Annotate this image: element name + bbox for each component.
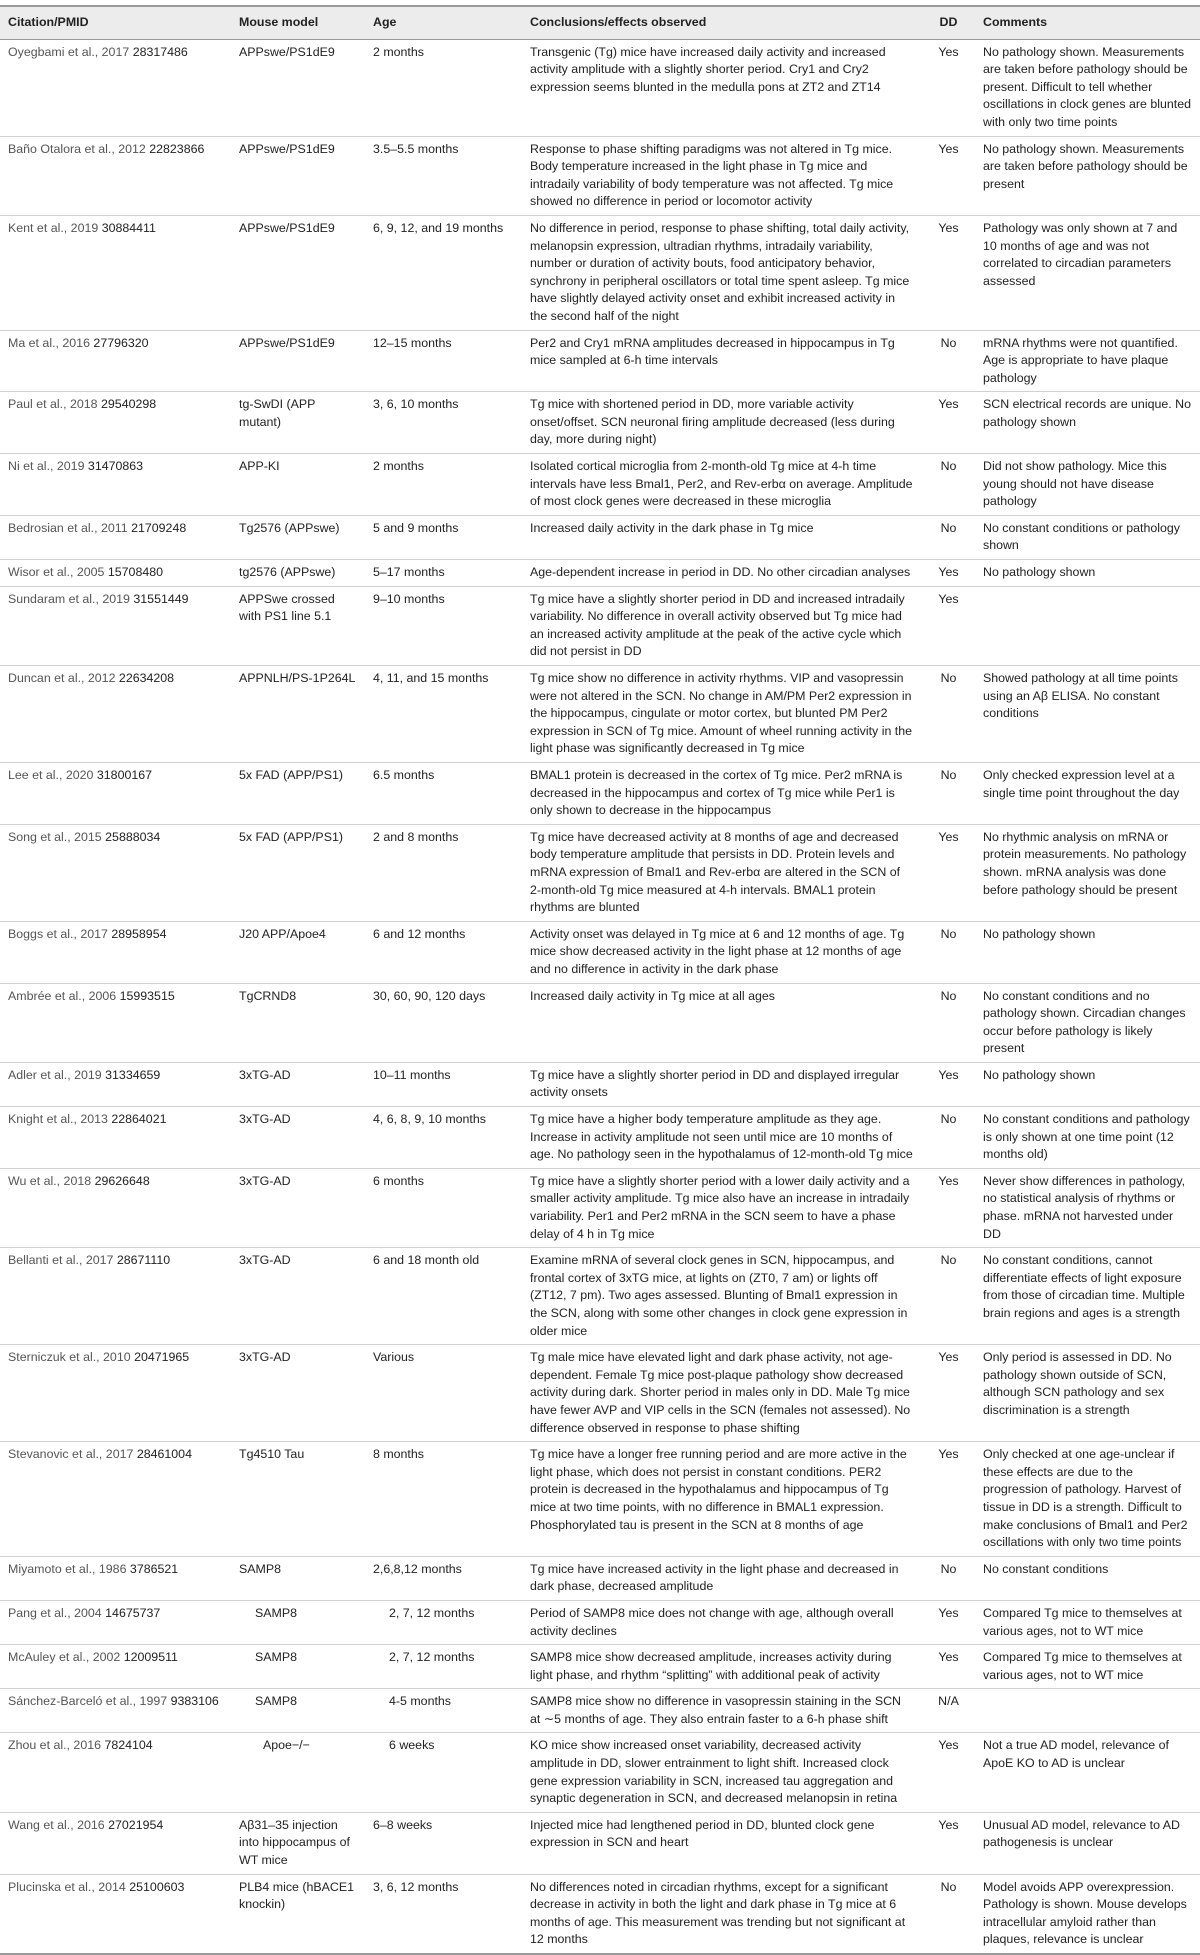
age-cell: 3, 6, 10 months (373, 397, 459, 412)
citation-cell (0, 1345, 231, 1442)
table-container (0, 5, 1200, 1955)
citation-cell (0, 1645, 231, 1689)
citation-text: Song et al., 2015 (8, 829, 102, 844)
model-cell: 3xTG-AD (239, 1112, 291, 1127)
pmid-text: 28671110 (116, 1253, 171, 1268)
citation-text: Plucinska et al., 2014 (8, 1879, 126, 1894)
table-row (0, 215, 1200, 330)
conclusions-cell: Tg mice show no difference in activity rhythms. VIP and vasopressin were not altered in the SCN. No change in AM/PM Per2 expression in the hippocampus, cingulate or motor cortex, but blunted PM Per2 expression in SCN of Tg mice. Amount of wheel running activity in the light phase was significantly decreased in Tg mice (530, 671, 913, 756)
table-row (0, 1733, 1200, 1812)
conclusions-cell: Increased daily activity in Tg mice at all ages (530, 988, 775, 1003)
pmid-text: 31334659 (105, 1067, 161, 1082)
conclusions-cell: Examine mRNA of several clock genes in SCN, hippocampus, and frontal cortex of 3xTG mice, at lights on (ZT0, 7 am) or lights off (ZT12, 7 pm). Two ages assessed. Blunting of Bmal1 expression in the SCN, along with some other changes in clock gene expression in older mice (530, 1253, 908, 1338)
conclusions-cell: No difference in period, response to phase shifting, total daily activity, melanopsin expression, ultradian rhythms, intradaily variability, number or duration of activity bouts, food anticipatory behavior, synchrony in peripheral oscillators or total time spent asleep. Tg mice have slightly delayed activity onset and exhibit increased activity in the second half of the night (530, 220, 910, 323)
table-row (0, 1248, 1200, 1345)
dd-cell: Yes (938, 1650, 959, 1665)
table-row (0, 1600, 1200, 1644)
citation-cell (0, 586, 231, 665)
comments-cell: No constant conditions, cannot differentiate effects of light exposure from those of circadian time. Multiple brain regions and ages is a strength (983, 1253, 1185, 1320)
conclusions-cell: SAMP8 mice show decreased amplitude, increases activity during light phase, and rhythm “splitting” with additional peak of activity (530, 1650, 892, 1682)
age-cell: 4, 11, and 15 months (373, 671, 489, 685)
citation-cell (0, 39, 231, 136)
comments-cell: Showed pathology at all time points using an Aβ ELISA. No constant conditions (983, 671, 1178, 721)
dd-cell: Yes (938, 1350, 959, 1365)
comments-cell: Model avoids APP overexpression. Pathology is shown. Mouse develops intracellular amyloid rather than plaques, relevance is unclear (983, 1879, 1187, 1947)
dd-cell: Yes (938, 1173, 959, 1188)
comments-cell: Pathology was only shown at 7 and 10 months of age and was not correlated to circadian parameters assessed (983, 220, 1178, 288)
conclusions-cell: Activity onset was delayed in Tg mice at 6 and 12 months of age. Tg mice show decreased activity in the light phase at 12 months of age and no difference in activity in the dark phase (530, 926, 905, 976)
citation-cell (0, 666, 231, 763)
dd-cell: Yes (938, 591, 959, 606)
pmid-text: 27796320 (93, 335, 149, 350)
header-age: Age (373, 15, 397, 29)
age-cell: 2 and 8 months (373, 829, 459, 844)
model-cell: 3xTG-AD (239, 1067, 291, 1082)
citation-cell (0, 1168, 231, 1247)
citation-text: Knight et al., 2013 (8, 1112, 108, 1127)
citation-cell (0, 560, 231, 587)
comments-cell: Did not show pathology. Mice this young should not have disease pathology (983, 459, 1167, 509)
citation-text: Sánchez-Barceló et al., 1997 (8, 1694, 168, 1709)
model-cell: APPNLH/PS-1P264L (239, 671, 356, 685)
table-row (0, 515, 1200, 559)
age-cell: 2,6,8,12 months (373, 1561, 462, 1576)
table-row (0, 983, 1200, 1062)
citation-cell (0, 515, 231, 559)
conclusions-cell: Tg mice have a slightly shorter period in DD and displayed irregular activity onsets (530, 1067, 900, 1100)
model-cell: APPSwe crossed with PS1 line 5.1 (239, 591, 335, 624)
citation-text: Miyamoto et al., 1986 (8, 1561, 127, 1576)
pmid-text: 7824104 (104, 1738, 153, 1753)
citation-cell (0, 1062, 231, 1106)
dd-cell: No (940, 459, 957, 474)
model-cell: 3xTG-AD (239, 1253, 291, 1268)
citation-cell (0, 454, 231, 516)
conclusions-cell: No differences noted in circadian rhythms, except for a significant decrease in activity in both the light and dark phase in Tg mice at 6 months of age. This measurement was trending but not significant at 12 months (530, 1879, 906, 1947)
table-row (0, 762, 1200, 824)
dd-cell: No (940, 1879, 957, 1894)
pmid-text: 30884411 (101, 220, 156, 235)
age-cell: 6.5 months (373, 767, 435, 782)
age-cell: 3, 6, 12 months (373, 1879, 459, 1894)
citation-text: Bellanti et al., 2017 (8, 1253, 114, 1268)
citation-text: Wu et al., 2018 (8, 1173, 92, 1188)
pmid-text: 31800167 (96, 767, 153, 782)
header-model: Mouse model (239, 15, 319, 29)
comments-cell: Compared Tg mice to themselves at various ages, not to WT mice (983, 1605, 1182, 1638)
comments-cell: Unusual AD model, relevance to AD pathogenesis is unclear (983, 1817, 1180, 1850)
pmid-text: 15708480 (107, 565, 164, 580)
comments-cell: mRNA rhythms were not quantified. Age is appropriate to have plaque pathology (983, 335, 1178, 385)
conclusions-cell: Isolated cortical microglia from 2-month-old Tg mice at 4-h time intervals have less Bmal1, Per2, and Rev-erbα on average. Amplitude of most clock genes were decreased in these microglia (530, 459, 913, 509)
pmid-text: 21709248 (131, 520, 187, 535)
citation-text: Wang et al., 2016 (8, 1817, 105, 1832)
conclusions-cell: Tg mice have increased activity in the light phase and decreased in dark phase, decreased amplitude (530, 1561, 899, 1594)
dd-cell: N/A (938, 1694, 959, 1709)
comments-cell: No pathology shown (983, 1067, 1096, 1082)
pmid-text: 12009511 (123, 1650, 178, 1665)
model-cell: PLB4 mice (hBACE1 knockin) (239, 1879, 355, 1912)
citation-text: Adler et al., 2019 (8, 1067, 102, 1082)
table-row (0, 586, 1200, 665)
model-cell: SAMP8 (255, 1694, 298, 1709)
model-cell: APPswe/PS1dE9 (239, 44, 335, 59)
citation-cell (0, 1689, 231, 1733)
age-cell: 4-5 months (389, 1694, 451, 1709)
age-cell: 5 and 9 months (373, 520, 459, 535)
model-cell: SAMP8 (239, 1561, 282, 1576)
pmid-text: 29540298 (101, 397, 157, 412)
conclusions-cell: Age-dependent increase in period in DD. No other circadian analyses (530, 565, 911, 580)
model-cell: APPswe/PS1dE9 (239, 220, 335, 235)
citation-cell (0, 1248, 231, 1345)
comments-cell: No pathology shown (983, 926, 1096, 941)
table-row (0, 666, 1200, 763)
table-row (0, 921, 1200, 983)
age-cell: 2, 7, 12 months (389, 1605, 475, 1620)
model-cell: APP-KI (239, 459, 280, 474)
citation-cell (0, 762, 231, 824)
header-row (0, 6, 1200, 39)
dd-cell: No (940, 335, 957, 350)
dd-cell: No (940, 1112, 957, 1127)
pmid-text: 25888034 (105, 829, 161, 844)
comments-cell: No constant conditions and pathology is only shown at one time point (12 months old) (983, 1112, 1190, 1162)
age-cell: 4, 6, 8, 9, 10 months (373, 1112, 486, 1127)
table-row (0, 1556, 1200, 1600)
pmid-text: 28958954 (111, 926, 167, 941)
model-cell: J20 APP/Apoe4 (239, 926, 326, 941)
model-cell: Tg4510 Tau (239, 1447, 305, 1462)
age-cell: Various (373, 1350, 415, 1365)
comments-cell: No constant conditions or pathology shown (983, 520, 1180, 553)
pmid-text: 20471965 (134, 1350, 190, 1365)
pmid-text: 22634208 (118, 671, 175, 685)
citation-text: Pang et al., 2004 (8, 1605, 102, 1620)
citation-cell (0, 330, 231, 392)
pmid-text: 15993515 (119, 988, 175, 1003)
header-dd: DD (939, 15, 958, 29)
comments-cell: Only checked expression level at a single time point throughout the day (983, 767, 1180, 800)
pmid-text: 28461004 (136, 1447, 192, 1462)
age-cell: 2 months (373, 44, 424, 59)
model-cell: Aβ31–35 injection into hippocampus of WT mice (239, 1817, 350, 1868)
pmid-text: 9383106 (170, 1694, 219, 1709)
citation-text: Sterniczuk et al., 2010 (8, 1350, 131, 1365)
citation-text: Zhou et al., 2016 (8, 1738, 101, 1753)
conclusions-cell: Tg mice have a higher body temperature amplitude as they age. Increase in activity amplitude not seen until mice are 10 months of age. No pathology seen in the hypothalamus of 12-month-old Tg mice (530, 1112, 913, 1162)
table-row (0, 560, 1200, 587)
conclusions-cell: Tg mice have a longer free running period and are more active in the light phase, which does not persist in constant conditions. PER2 protein is decreased in the hypothalamus and hippocampus of Tg mice at two time points, with no difference in BMAL1 expression. Phosphorylated tau is present in the SCN at 8 months of age (530, 1447, 907, 1532)
citation-text: Paul et al., 2018 (8, 397, 98, 412)
age-cell: 6, 9, 12, and 19 months (373, 220, 504, 235)
comments-cell: Not a true AD model, relevance of ApoE KO to AD is unclear (983, 1738, 1169, 1771)
conclusions-cell: Period of SAMP8 mice does not change with age, although overall activity declines (530, 1605, 894, 1638)
table-row (0, 454, 1200, 516)
citation-cell (0, 1556, 231, 1600)
dd-cell: Yes (938, 829, 959, 844)
citation-cell (0, 1733, 231, 1812)
comments-cell: SCN electrical records are unique. No pathology shown (983, 397, 1191, 429)
table-row (0, 824, 1200, 921)
dd-cell: Yes (938, 220, 959, 235)
citation-cell (0, 1874, 231, 1954)
table-row (0, 392, 1200, 454)
table-row (0, 136, 1200, 215)
pmid-text: 27021954 (108, 1817, 164, 1832)
citation-cell (0, 1812, 231, 1874)
table-row (0, 1062, 1200, 1106)
citation-text: Kent et al., 2019 (8, 220, 99, 235)
citation-text: Ambrée et al., 2006 (8, 988, 117, 1003)
dd-cell: Yes (938, 1817, 959, 1832)
header-conclusions: Conclusions/effects observed (530, 15, 707, 29)
pmid-text: 3786521 (129, 1561, 179, 1576)
comments-cell (975, 586, 1200, 665)
comments-cell: Only checked at one age-unclear if these effects are due to the progression of pathology. Harvest of tissue in DD is a strength. Difficult to make conclusions of Bmal1 and Per2 oscillations with only two time points (983, 1447, 1188, 1550)
table-row (0, 1168, 1200, 1247)
model-cell: Tg2576 (APPswe) (239, 520, 340, 535)
dd-cell: Yes (938, 1447, 959, 1462)
dd-cell: Yes (938, 1067, 959, 1082)
citation-cell (0, 392, 231, 454)
conclusions-cell: Tg male mice have elevated light and dark phase activity, not age-dependent. Female Tg mice post-plaque pathology show decreased activity during dark. Shorter period in males only in DD. Male Tg mice have fewer AVP and VIP cells in the SCN (females not assessed). No difference observed in response to phase shifting (530, 1350, 911, 1435)
citation-text: Ma et al., 2016 (8, 335, 90, 350)
table-row (0, 1689, 1200, 1733)
conclusions-cell: Transgenic (Tg) mice have increased daily activity and increased activity amplitude with a slightly shorter period. Cry1 and Cry2 expression seems blunted in the medulla pons at ZT2 and ZT14 (530, 44, 886, 94)
dd-cell: No (940, 988, 957, 1003)
model-cell: SAMP8 (255, 1650, 298, 1665)
pmid-text: 29626648 (94, 1173, 150, 1188)
citation-cell (0, 1442, 231, 1557)
age-cell: 10–11 months (373, 1067, 451, 1082)
comments-cell: No constant conditions (983, 1561, 1109, 1576)
conclusions-cell: Tg mice have a slightly shorter period with a lower daily activity and a smaller activity amplitude. Tg mice also have an increase in intradaily variability. Per1 and Per2 mRNA in the SCN seem to have a phase delay of 4 h in Tg mice (530, 1173, 910, 1241)
table-row (0, 1874, 1200, 1954)
citation-text: Oyegbami et al., 2017 (8, 44, 130, 59)
citation-text: Sundaram et al., 2019 (8, 591, 130, 606)
comments-cell: Compared Tg mice to themselves at various ages, not to WT mice (983, 1650, 1182, 1682)
header-comments: Comments (983, 15, 1048, 29)
table-row (0, 39, 1200, 136)
citation-cell (0, 136, 231, 215)
model-cell: 3xTG-AD (239, 1350, 291, 1365)
citation-cell (0, 921, 231, 983)
dd-cell: Yes (938, 397, 959, 412)
age-cell: 12–15 months (373, 335, 452, 350)
conclusions-cell: Tg mice have decreased activity at 8 months of age and decreased body temperature amplitude that persists in DD. Protein levels and mRNA expression of Bmal1 and Rev-erbα are altered in the SCN of 2-month-old Tg mice measured at 4-h intervals. BMAL1 protein rhythms are blunted (530, 829, 901, 915)
comments-cell: Never show differences in pathology, no statistical analysis of rhythms or phase. mRNA not harvested under DD (983, 1173, 1186, 1241)
pmid-text: 14675737 (105, 1605, 161, 1620)
comments-cell: No constant conditions and no pathology shown. Circadian changes occur before pathology is likely present (983, 988, 1186, 1056)
citation-cell (0, 824, 231, 921)
pmid-text: 28317486 (132, 44, 188, 59)
dd-cell: Yes (938, 565, 959, 580)
age-cell: 2 months (373, 459, 424, 474)
age-cell: 8 months (373, 1447, 424, 1462)
model-cell: tg-SwDI (APP mutant) (239, 397, 316, 429)
model-cell: tg2576 (APPswe) (239, 565, 336, 580)
table-row (0, 1345, 1200, 1442)
pmid-text: 31470863 (87, 459, 144, 474)
model-cell: APPswe/PS1dE9 (239, 141, 335, 156)
citation-text: Boggs et al., 2017 (8, 926, 108, 941)
conclusions-cell: Increased daily activity in the dark phase in Tg mice (530, 520, 814, 535)
dd-cell: No (940, 767, 957, 782)
comments-cell: No pathology shown (983, 565, 1096, 580)
conclusions-cell: Per2 and Cry1 mRNA amplitudes decreased in hippocampus in Tg mice sampled at 6-h time intervals (530, 335, 895, 368)
pmid-text: 25100603 (129, 1879, 185, 1894)
model-cell: APPswe/PS1dE9 (239, 335, 335, 350)
comments-cell (975, 1689, 1200, 1733)
citation-cell (0, 1107, 231, 1169)
conclusions-cell: KO mice show increased onset variability, decreased activity amplitude in DD, slower entrainment to light shift. Increased clock gene expression variability in SCN, increased tau aggregation and synaptic degeneration in SCN, and decreased melanopsin in retina (530, 1738, 898, 1806)
citation-text: Duncan et al., 2012 (8, 671, 116, 685)
dd-cell: Yes (938, 1605, 959, 1620)
table-row (0, 1812, 1200, 1874)
model-cell: 5x FAD (APP/PS1) (239, 767, 343, 782)
model-cell: 3xTG-AD (239, 1173, 291, 1188)
age-cell: 5–17 months (373, 565, 445, 580)
table-row (0, 330, 1200, 392)
citation-text: McAuley et al., 2002 (8, 1650, 121, 1665)
model-cell: 5x FAD (APP/PS1) (239, 829, 343, 844)
comments-cell: No pathology shown. Measurements are taken before pathology should be present (983, 141, 1188, 191)
model-cell: Apoe−/− (263, 1738, 310, 1753)
pmid-text: 31551449 (133, 591, 189, 606)
age-cell: 6 and 12 months (373, 926, 466, 941)
dd-cell: No (940, 926, 957, 941)
table-row (0, 1442, 1200, 1557)
citation-text: Bedrosian et al., 2011 (8, 520, 128, 535)
table-row (0, 1107, 1200, 1169)
age-cell: 3.5–5.5 months (373, 141, 459, 156)
citation-cell (0, 983, 231, 1062)
pmid-text: 22823866 (149, 141, 205, 156)
citation-text: Lee et al., 2020 (8, 767, 94, 782)
citation-cell (0, 1600, 231, 1644)
table-row (0, 1645, 1200, 1689)
dd-cell: Yes (938, 1738, 959, 1753)
dd-cell: No (940, 520, 957, 535)
conclusions-cell: Response to phase shifting paradigms was not altered in Tg mice. Body temperature increased in the light phase in Tg mice and intradaily variability of body temperature was not affected. Tg mice showed no difference in period or locomotor activity (530, 141, 894, 209)
citation-text: Stevanovic et al., 2017 (8, 1447, 134, 1462)
dd-cell: No (940, 1561, 957, 1576)
conclusions-cell: SAMP8 mice show no difference in vasopressin staining in the SCN at ∼5 months of age. They also entrain faster to a 6-h phase shift (530, 1694, 901, 1726)
age-cell: 9–10 months (373, 591, 445, 606)
table-body (0, 39, 1200, 1954)
conclusions-cell: BMAL1 protein is decreased in the cortex of Tg mice. Per2 mRNA is decreased in the hippocampus and cortex of Tg mice while Per1 is only shown to decrease in the hippocampus (530, 767, 903, 818)
age-cell: 30, 60, 90, 120 days (373, 988, 486, 1003)
pmid-text: 22864021 (111, 1112, 167, 1127)
conclusions-cell: Tg mice have a slightly shorter period in DD and increased intradaily variability. No difference in overall activity observed but Tg mice had an increased activity amplitude at the peak of the active cycle which did not persist in DD (530, 591, 905, 659)
dd-cell: No (940, 1253, 957, 1268)
model-cell: TgCRND8 (239, 988, 297, 1003)
age-cell: 6–8 weeks (373, 1817, 433, 1832)
comments-cell: No pathology shown. Measurements are taken before pathology should be present. Difficult to tell whether oscillations in clock genes are blunted with only two time points (983, 44, 1192, 129)
citation-text: Baño Otalora et al., 2012 (8, 141, 146, 156)
comments-cell: Only period is assessed in DD. No pathology shown outside of SCN, although SCN pathology and sex discrimination is a strength (983, 1350, 1172, 1417)
model-cell: SAMP8 (255, 1605, 298, 1620)
dd-cell: No (940, 671, 957, 685)
studies-table (0, 5, 1200, 1955)
citation-text: Wisor et al., 2005 (8, 565, 105, 580)
comments-cell: No rhythmic analysis on mRNA or protein measurements. No pathology shown. mRNA analysis was done before pathology should be present (983, 829, 1187, 897)
age-cell: 6 months (373, 1173, 424, 1188)
age-cell: 2, 7, 12 months (389, 1650, 475, 1665)
conclusions-cell: Tg mice with shortened period in DD, more variable activity onset/offset. SCN neuronal firing amplitude decreased (less during day, more during night) (530, 397, 895, 447)
dd-cell: Yes (938, 44, 959, 59)
header-citation: Citation/PMID (8, 15, 89, 29)
citation-cell (0, 215, 231, 330)
age-cell: 6 weeks (389, 1738, 435, 1753)
age-cell: 6 and 18 month old (373, 1253, 480, 1268)
conclusions-cell: Injected mice had lengthened period in DD, blunted clock gene expression in SCN and heart (530, 1817, 875, 1850)
dd-cell: Yes (938, 141, 959, 156)
citation-text: Ni et al., 2019 (8, 459, 85, 474)
